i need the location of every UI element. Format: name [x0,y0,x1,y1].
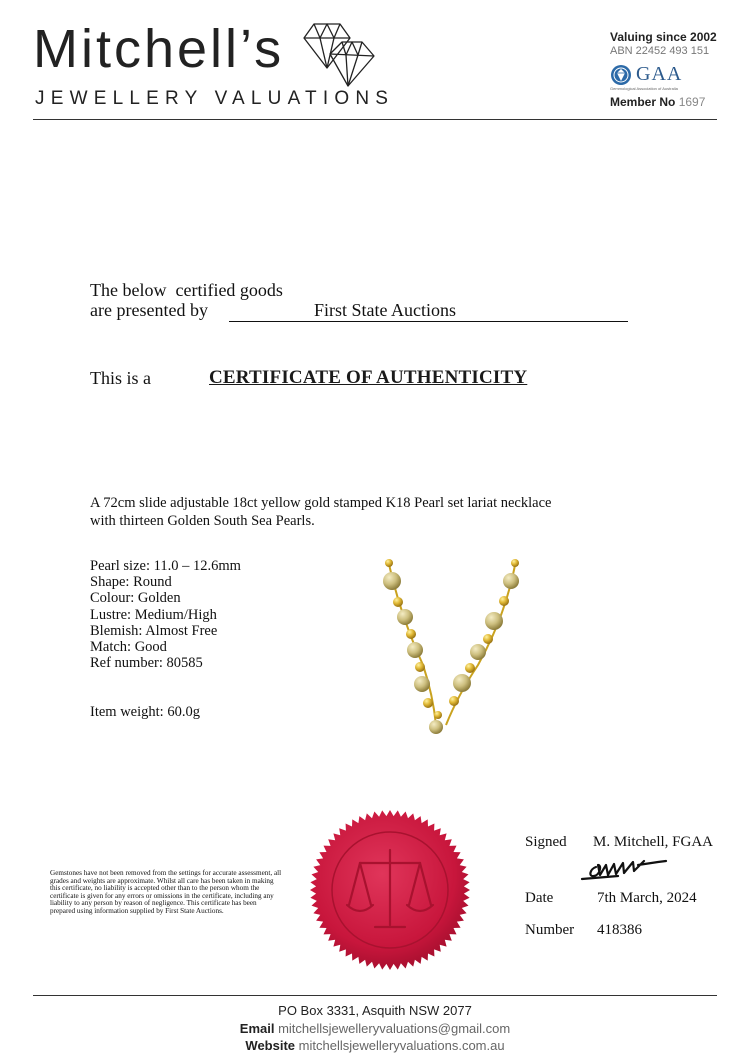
description-line-1: A 72cm slide adjustable 18ct yellow gold stamped K18 Pearl set lariat necklace [90,495,552,511]
necklace-photo [378,555,548,740]
date-label: Date [525,890,554,906]
pearl-specifications [90,558,241,671]
brand-name: Mitchell’s [33,19,285,79]
presented-by-label: are presented by [90,300,208,320]
spec-pearl-size: Pearl size: 11.0 – 12.6mm [90,558,241,574]
gaa-logo [610,63,730,86]
header-divider [33,119,717,120]
handwritten-signature [578,857,673,883]
item-description [90,494,610,530]
header-credentials [610,30,730,109]
brand-subtitle: JEWELLERY VALUATIONS [35,88,395,109]
email-label: Email [239,1020,275,1036]
abn-number: ABN 22452 493 151 [610,45,710,57]
footer-divider [33,995,717,996]
website-link[interactable]: mitchellsjewelleryvaluations.com.au [298,1038,505,1053]
diamond-logo-icon [300,20,378,90]
item-weight: Item weight: 60.0g [90,704,200,720]
gaa-emblem-icon [610,64,632,86]
certified-goods-line: The below certified goods [90,280,283,300]
gaa-logo-text: GAA [636,63,683,85]
number-value: 418386 [597,922,642,938]
signed-label: Signed [525,834,567,850]
spec-colour: Colour: Golden [90,590,181,607]
member-number: 1697 [678,95,706,109]
website-label: Website [245,1038,296,1053]
spec-lustre: Lustre: Medium/High [90,606,217,623]
presenter-underline [229,321,628,322]
member-number-row [610,95,730,109]
date-value: 7th March, 2024 [597,890,697,906]
presenter-name: First State Auctions [314,300,457,320]
footer-contact [0,1002,750,1055]
certificate-title: CERTIFICATE OF AUTHENTICITY [209,367,528,388]
spec-match: Match: Good [90,639,167,656]
signed-value: M. Mitchell, FGAA [593,834,713,850]
description-line-2: with thirteen Golden South Sea Pearls. [90,513,315,529]
po-box: PO Box 3331, Asquith NSW 2077 [278,1003,472,1018]
email-link[interactable]: mitchellsjewelleryvaluations@gmail.com [278,1020,511,1036]
wax-seal [305,805,475,975]
spec-shape: Shape: Round [90,574,172,591]
presented-by-row [90,300,630,326]
number-label: Number [525,922,575,938]
spec-blemish: Blemish: Almost Free [90,622,218,639]
this-is-a-label: This is a [90,368,151,388]
disclaimer-text: Gemstones have not been removed from the settings for accurate assessment, all grades and weights are approximate. Whilst all care has been taken in making this certificate, no liability is accepted other than to the person whom the certificate is given for any errors or omissions in the certificate, including any liability to any person by reason of negligence. This certificate has been prepared using information supplied by First State Auctions. [50,869,282,915]
valuing-since: Valuing since 2002 [610,30,717,44]
spec-ref-number: Ref number: 80585 [90,655,203,672]
gaa-caption: Gemmological Association of Australia [610,86,678,91]
member-label: Member No [610,95,676,109]
